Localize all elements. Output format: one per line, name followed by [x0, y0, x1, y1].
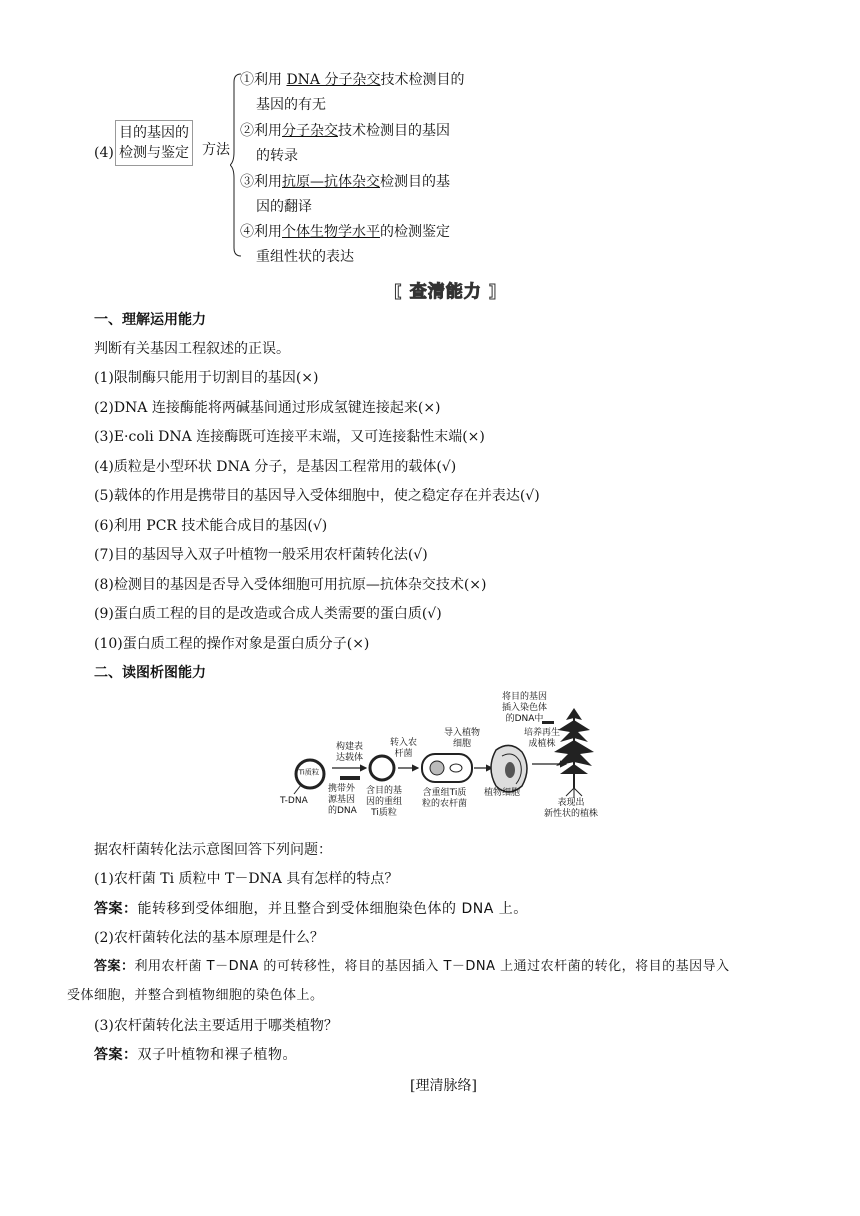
- transgenic-plant-icon: [554, 708, 594, 798]
- judge-item-10: (10)蛋白质工程的操作对象是蛋白质分子(×): [94, 636, 370, 652]
- foreign-dna-label: 携带外 源基因 的DNA: [328, 784, 357, 816]
- question-1: (1)农杆菌 Ti 质粒中 T－DNA 具有怎样的特点？: [94, 871, 399, 887]
- method-item-4-line2: 重组性状的表达: [256, 249, 354, 265]
- method-item-1-line2: 基因的有无: [256, 97, 326, 113]
- section1-intro: 判断有关基因工程叙述的正误。: [94, 341, 290, 357]
- section2-title: 二、读图析图能力: [94, 665, 206, 681]
- answer-2-line-1: 答案：利用农杆菌 T－DNA 的可转移性，将目的基因插入 T－DNA 上通过农杆菌的转化，将目的基因导入: [94, 959, 730, 974]
- judge-item-5: (5)载体的作用是携带目的基因导入受体细胞中，使之稳定存在并表达(√): [94, 488, 540, 504]
- answer-2-line-2: 受体细胞，并整合到植物细胞的染色体上。: [67, 988, 324, 1003]
- judge-item-2: (2)DNA 连接酶能将两碱基间通过形成氢键连接起来(×): [94, 400, 441, 416]
- method-item-1: ①利用 DNA 分子杂交技术检测目的: [240, 72, 465, 88]
- answer-3: 答案：双子叶植物和裸子植物。: [94, 1047, 297, 1063]
- footer-heading: [理清脉络]: [410, 1078, 477, 1094]
- item-number: (4): [94, 145, 114, 161]
- section1-title: 一、理解运用能力: [94, 312, 206, 328]
- judge-item-3: (3)E·coli DNA 连接酶既可连接平末端，又可连接黏性末端(×): [94, 429, 485, 445]
- build-vector-label: 构建表 达载体: [336, 742, 364, 763]
- ti-plasmid-label: Ti质粒: [298, 769, 320, 778]
- method-item-2-line2: 的转录: [256, 148, 298, 164]
- transfer-label: 转入农 杆菌: [390, 738, 418, 759]
- banner-heading: [ 查清能力 ]: [394, 282, 498, 302]
- plant-cell-label: 植物细胞: [484, 788, 521, 798]
- judge-item-1: (1)限制酶只能用于切割目的基因(×): [94, 370, 319, 386]
- judge-item-7: (7)目的基因导入双子叶植物一般采用农杆菌转化法(√): [94, 547, 428, 563]
- judge-item-6: (6)利用 PCR 技术能合成目的基因(√): [94, 518, 328, 534]
- recombinant-label: 含目的基 因的重组 Ti质粒: [366, 786, 403, 818]
- judge-item-9: (9)蛋白质工程的目的是改造或合成人类需要的蛋白质(√): [94, 606, 442, 622]
- agrobacterium-figure: [270, 690, 600, 828]
- question-3: (3)农杆菌转化法主要适用于哪类植物？: [94, 1018, 338, 1034]
- tdna-label: T-DNA: [280, 796, 308, 806]
- question-2: (2)农杆菌转化法的基本原理是什么？: [94, 930, 324, 946]
- box-line-2: 检测与鉴定: [119, 145, 189, 161]
- result-label: 表现出 新性状的植株: [544, 798, 599, 819]
- box-line-1: 目的基因的: [119, 125, 189, 141]
- judge-item-4: (4)质粒是小型环状 DNA 分子，是基因工程常用的载体(√): [94, 459, 457, 475]
- method-item-3: ③利用抗原—抗体杂交检测目的基: [240, 174, 450, 190]
- method-label: 方法: [202, 142, 230, 158]
- judge-item-8: (8)检测目的基因是否导入受体细胞可用抗原—抗体杂交技术(×): [94, 577, 487, 593]
- agrobacterium-label: 含重组Ti质 粒的农杆菌: [422, 788, 468, 809]
- detection-box: [115, 120, 193, 166]
- method-item-2: ②利用分子杂交技术检测目的基因: [240, 123, 450, 139]
- method-item-4: ④利用个体生物学水平的检测鉴定: [240, 224, 450, 240]
- qa-intro: 据农杆菌转化法示意图回答下列问题：: [94, 842, 332, 858]
- insert-label: 将目的基因 插入染色体 的DNA中: [502, 692, 548, 724]
- import-label: 导入植物 细胞: [444, 728, 481, 749]
- culture-label: 培养再生 成植株: [524, 728, 561, 749]
- answer-1: 答案：能转移到受体细胞，并且整合到受体细胞染色体的 DNA 上。: [94, 901, 528, 917]
- foreign-dna-icon: [340, 776, 360, 780]
- method-item-3-line2: 因的翻译: [256, 199, 312, 215]
